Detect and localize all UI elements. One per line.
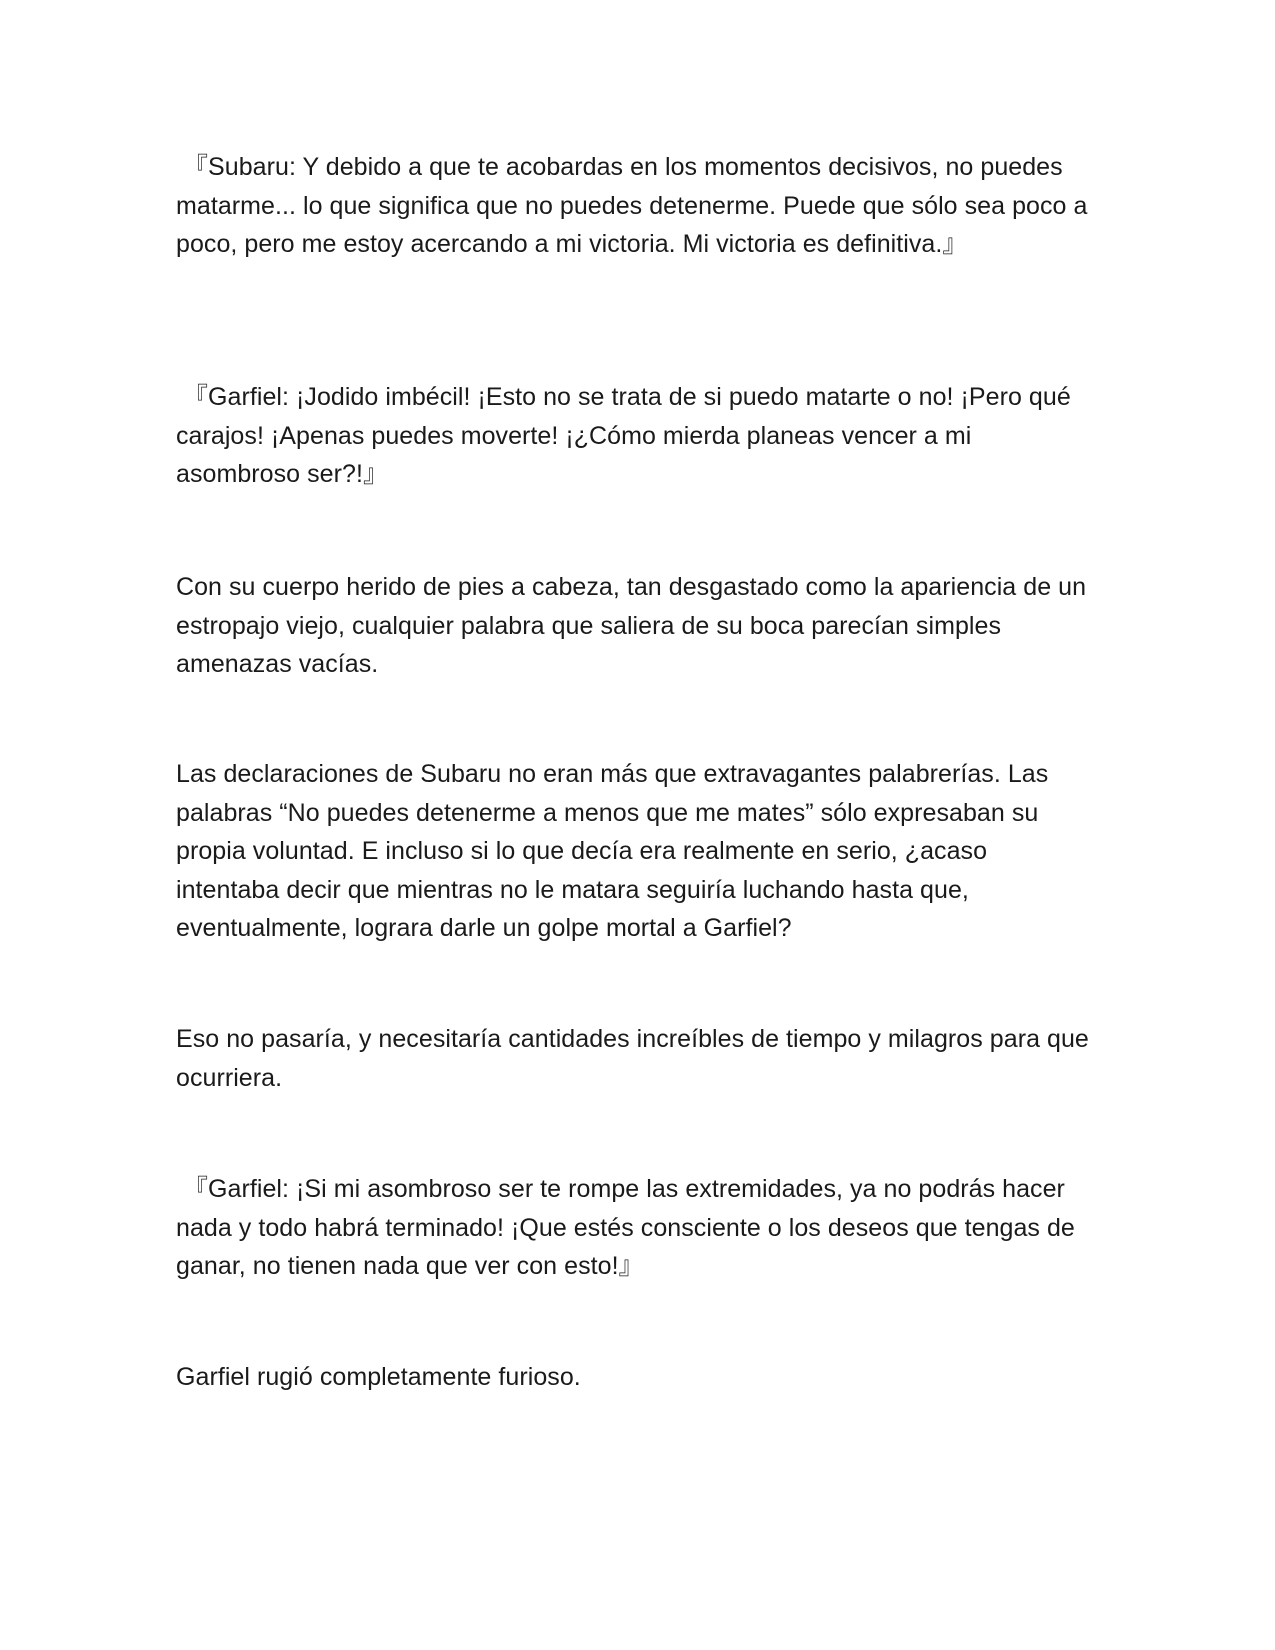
paragraph-narration: Con su cuerpo herido de pies a cabeza, tan desgastado como la apariencia de un estropajo viejo, cualquier palabra que saliera de su boca parecían simples amenazas vacías. [176, 573, 1087, 678]
paragraph-narration: Eso no pasaría, y necesitaría cantidades increíbles de tiempo y milagros para que ocurriera. [176, 1025, 1089, 1092]
paragraph-garfiel-dialogue: 『Garfiel: ¡Si mi asombroso ser te rompe las extremidades, ya no podrás hacer nada y todo habrá terminado! ¡Que estés consciente o los deseos que tengas de ganar, no tienen nada que ver con esto!』 [176, 1175, 1075, 1280]
paragraph-garfiel-dialogue: 『Garfiel: ¡Jodido imbécil! ¡Esto no se trata de si puedo matarte o no! ¡Pero qué carajos! ¡Apenas puedes moverte! ¡¿Cómo mierda planeas vencer a mi asombroso ser?!』 [176, 383, 1071, 488]
paragraph-narration: Garfiel rugió completamente furioso. [176, 1363, 581, 1391]
paragraph-narration: Las declaraciones de Subaru no eran más que extravagantes palabrerías. Las palabras “No puedes detenerme a menos que me mates” sólo expresaban su propia voluntad. E incluso si lo que decía era realmente en serio, ¿acaso intentaba decir que mientras no le matara seguiría luchando hasta que, eventualmente, lograra darle un golpe mortal a Garfiel? [176, 760, 1049, 942]
paragraph-subaru-dialogue: 『Subaru: Y debido a que te acobardas en los momentos decisivos, no puedes matarme... lo que significa que no puedes detenerme. Puede que sólo sea poco a poco, pero me estoy acercando a mi victoria. Mi victoria es definitiva.』 [176, 153, 1088, 258]
